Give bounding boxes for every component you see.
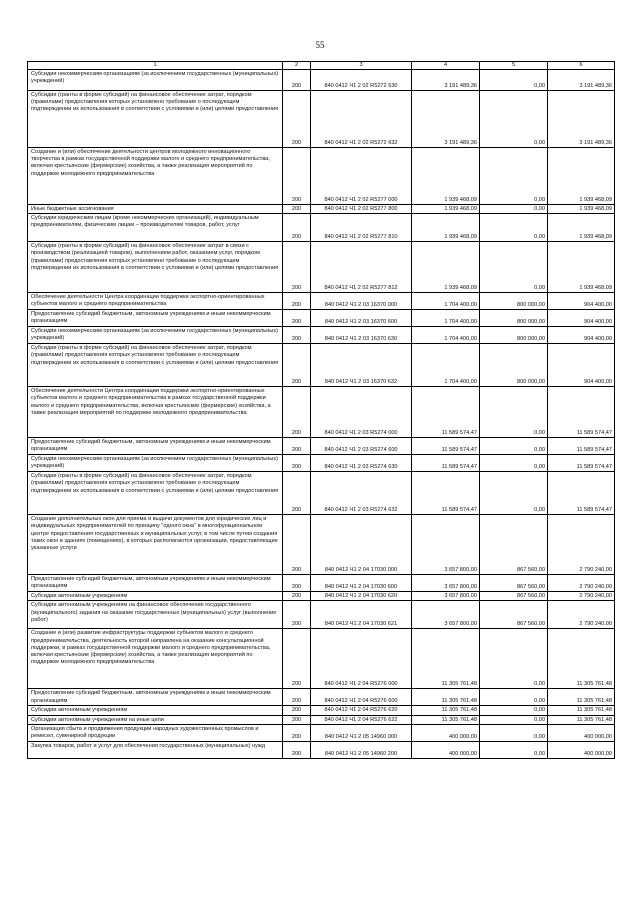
row-code: 200 <box>283 575 311 592</box>
row-code: 200 <box>283 515 311 575</box>
row-code: 200 <box>283 327 311 344</box>
row-value-change: 0,00 <box>480 214 548 242</box>
row-code: 200 <box>283 689 311 706</box>
table-header-row <box>28 62 615 70</box>
column-header: 1 <box>28 62 283 70</box>
row-value-result: 11 305 761,48 <box>548 715 615 724</box>
row-kbk: 840 0412 Ч1 2 02 R5277 810 <box>311 214 412 242</box>
row-name: Субсидии (гранты в форме субсидий) на финансовое обеспечение затрат, порядком (правилами) предоставления которых установлено требование о последующем подтверждении их использования в соответствии с условиями и (или) целями предоставления <box>28 91 283 148</box>
table-row <box>28 601 615 629</box>
table-row <box>28 724 615 741</box>
row-value-total: 11 305 761,48 <box>412 689 480 706</box>
row-value-total: 11 589 574,47 <box>412 472 480 515</box>
column-header: 3 <box>311 62 412 70</box>
row-value-change: 0,00 <box>480 70 548 91</box>
row-name: Субсидии некоммерческим организациям (за исключением государственных (муниципальных) учреждений) <box>28 70 283 91</box>
row-code: 200 <box>283 70 311 91</box>
row-value-change: 0,00 <box>480 629 548 689</box>
row-code: 200 <box>283 724 311 741</box>
table-row <box>28 715 615 724</box>
row-value-total: 1 939 468,09 <box>412 205 480 214</box>
row-kbk: 840 0412 Ч1 2 02 R5272 632 <box>311 91 412 148</box>
row-kbk: 840 0412 Ч1 2 04 17030 600 <box>311 575 412 592</box>
row-value-change: 800 000,00 <box>480 310 548 327</box>
row-name: Предоставление субсидий бюджетным, автономным учреждениям и иным некоммерческим организациям <box>28 438 283 455</box>
row-kbk: 840 0412 Ч1 2 05 14960 000 <box>311 724 412 741</box>
row-kbk: 840 0412 Ч1 2 02 R5277 000 <box>311 148 412 205</box>
row-code: 200 <box>283 91 311 148</box>
row-value-change: 0,00 <box>480 706 548 715</box>
row-value-result: 904 400,00 <box>548 327 615 344</box>
row-kbk: 840 0412 Ч1 2 03 16370 600 <box>311 310 412 327</box>
row-code: 200 <box>283 592 311 601</box>
row-kbk: 840 0412 Ч1 2 04 17030 621 <box>311 601 412 629</box>
row-kbk: 840 0412 Ч1 2 03 16370 632 <box>311 344 412 387</box>
row-name: Субсидии автономным учреждениям <box>28 706 283 715</box>
column-header: 2 <box>283 62 311 70</box>
row-kbk: 840 0412 Ч1 2 04 17030 620 <box>311 592 412 601</box>
table-row <box>28 91 615 148</box>
table-row <box>28 242 615 293</box>
row-value-result: 904 400,00 <box>548 310 615 327</box>
row-code: 200 <box>283 706 311 715</box>
row-name: Предоставление субсидий бюджетным, автономным учреждениям и иным некоммерческим организациям <box>28 575 283 592</box>
row-value-total: 1 704 400,00 <box>412 310 480 327</box>
row-kbk: 840 0412 Ч1 2 02 R5277 800 <box>311 205 412 214</box>
row-code: 200 <box>283 472 311 515</box>
row-name: Субсидии юридическим лицам (кроме некоммерческих организаций), индивидуальным предпринимателям, физическим лицам – производителям товаров, работ, услуг <box>28 214 283 242</box>
row-kbk: 840 0412 Ч1 2 03 R5274 600 <box>311 438 412 455</box>
column-header: 4 <box>412 62 480 70</box>
table-row <box>28 575 615 592</box>
table-row <box>28 689 615 706</box>
budget-table <box>27 61 615 759</box>
row-value-result: 1 939 468,09 <box>548 214 615 242</box>
row-name: Субсидии некоммерческим организациям (за исключением государственных (муниципальных) учреждений) <box>28 455 283 472</box>
row-value-total: 11 589 574,47 <box>412 387 480 438</box>
row-value-total: 3 657 800,00 <box>412 575 480 592</box>
row-kbk: 840 0412 Ч1 2 02 R5277 812 <box>311 242 412 293</box>
row-code: 200 <box>283 601 311 629</box>
row-value-total: 11 589 574,47 <box>412 455 480 472</box>
column-header: 6 <box>548 62 615 70</box>
table-row <box>28 293 615 310</box>
table-row <box>28 327 615 344</box>
row-code: 200 <box>283 242 311 293</box>
row-code: 200 <box>283 293 311 310</box>
row-name: Субсидии (гранты в форме субсидий) на финансовое обеспечение затрат, порядком (правилами) предоставления которых установлено требование о последующем подтверждении их использования в соответствии с условиями и (или) целями предоставления <box>28 472 283 515</box>
row-name: Обеспечение деятельности Центра координации поддержки экспортно-ориентированных субъектов малого и среднего предпринимательства в рамках государственной поддержки малого и среднего предпринимательства, включая крестьянские (фермерские) хозяйства, а также реализация мероприятий по поддержке молодежного предпринимательства <box>28 387 283 438</box>
row-value-change: 0,00 <box>480 91 548 148</box>
row-value-total: 1 704 400,00 <box>412 293 480 310</box>
row-name: Создание и (или) развитие инфраструктуры поддержки субъектов малого и среднего предпринимательства, деятельность которой направлена на оказание консультационной поддержки, в рамках государственной поддержки малого и среднего предпринимательства, включая крестьянские (фермерские) хозяйства, а также реализация мероприятий по поддержке молодежного предпринимательства <box>28 629 283 689</box>
row-value-total: 3 191 489,36 <box>412 91 480 148</box>
row-name: Субсидии автономным учреждениям на финансовое обеспечение государственного (муниципального) задания на оказание государственных (муниципальных) услуг (выполнение работ) <box>28 601 283 629</box>
row-name: Создание дополнительных окон для приема и выдачи документов для юридических лиц и индивидуальных предпринимателей по принципу "одного окна" в многофункциональном центре предоставления государственных и муниципальных услуг, в том числе путем создания таких окон в зданиях (помещениях), в которых располагаются организации, предоставляющие указанные услуги <box>28 515 283 575</box>
table-row <box>28 706 615 715</box>
row-value-result: 11 305 761,48 <box>548 689 615 706</box>
row-code: 200 <box>283 387 311 438</box>
row-name: Субсидии (гранты в форме субсидий) на финансовое обеспечение затрат, порядком (правилами) предоставления которых установлено требование о последующем подтверждении их использования в соответствии с условиями и (или) целями предоставления <box>28 344 283 387</box>
row-value-change: 0,00 <box>480 741 548 758</box>
row-value-change: 0,00 <box>480 148 548 205</box>
row-value-total: 11 589 574,47 <box>412 438 480 455</box>
row-value-total: 1 939 468,09 <box>412 242 480 293</box>
row-value-result: 11 589 574,47 <box>548 387 615 438</box>
row-value-total: 400 000,00 <box>412 724 480 741</box>
row-name: Обеспечение деятельности Центра координации поддержки экспортно-ориентированных субъектов малого и среднего предпринимательства <box>28 293 283 310</box>
row-value-change: 867 560,00 <box>480 592 548 601</box>
row-value-result: 11 305 761,48 <box>548 629 615 689</box>
row-code: 200 <box>283 438 311 455</box>
row-value-result: 904 400,00 <box>548 293 615 310</box>
page-number: 55 <box>315 40 325 50</box>
table-row <box>28 629 615 689</box>
table-row <box>28 515 615 575</box>
row-kbk: 840 0412 Ч1 2 03 R5274 632 <box>311 472 412 515</box>
row-code: 200 <box>283 344 311 387</box>
row-kbk: 840 0412 Ч1 2 04 R5276 620 <box>311 706 412 715</box>
row-value-result: 1 939 468,09 <box>548 148 615 205</box>
row-value-result: 2 790 240,00 <box>548 575 615 592</box>
row-code: 200 <box>283 310 311 327</box>
row-kbk: 840 0412 Ч1 2 04 R5276 622 <box>311 715 412 724</box>
row-value-result: 11 305 761,48 <box>548 706 615 715</box>
row-value-result: 904 400,00 <box>548 344 615 387</box>
table-row <box>28 438 615 455</box>
row-value-total: 11 305 761,48 <box>412 706 480 715</box>
row-kbk: 840 0412 Ч1 2 03 16370 630 <box>311 327 412 344</box>
row-kbk: 840 0412 Ч1 2 04 17030 000 <box>311 515 412 575</box>
table-row <box>28 387 615 438</box>
row-value-result: 3 191 489,36 <box>548 91 615 148</box>
row-value-total: 1 704 400,00 <box>412 344 480 387</box>
row-value-total: 3 657 800,00 <box>412 601 480 629</box>
row-value-change: 800 000,00 <box>480 293 548 310</box>
row-name: Субсидии автономным учреждениям <box>28 592 283 601</box>
row-code: 200 <box>283 715 311 724</box>
row-code: 200 <box>283 148 311 205</box>
row-value-result: 400 000,00 <box>548 741 615 758</box>
row-value-result: 2 790 240,00 <box>548 515 615 575</box>
row-value-result: 11 589 574,47 <box>548 438 615 455</box>
table-row <box>28 214 615 242</box>
row-kbk: 840 0412 Ч1 2 05 14960 200 <box>311 741 412 758</box>
row-value-total: 3 657 800,00 <box>412 515 480 575</box>
row-value-result: 2 790 240,00 <box>548 601 615 629</box>
table-row <box>28 592 615 601</box>
row-value-result: 1 939 468,09 <box>548 205 615 214</box>
row-value-result: 11 589 574,47 <box>548 455 615 472</box>
row-value-total: 400 000,00 <box>412 741 480 758</box>
row-name: Создание и (или) обеспечение деятельности центров молодежного инновационного творчества в рамках государственной поддержки малого и среднего предпринимательства, включая крестьянские (фермерские) хозяйства, а также реализация мероприятий по поддержке молодежного предпринимательства <box>28 148 283 205</box>
row-name: Предоставление субсидий бюджетным, автономным учреждениям и иным некоммерческим организациям <box>28 689 283 706</box>
row-value-change: 0,00 <box>480 455 548 472</box>
row-value-result: 3 191 489,36 <box>548 70 615 91</box>
row-code: 200 <box>283 455 311 472</box>
row-kbk: 840 0412 Ч1 2 03 R5274 000 <box>311 387 412 438</box>
row-code: 200 <box>283 214 311 242</box>
table-row <box>28 148 615 205</box>
row-value-change: 0,00 <box>480 715 548 724</box>
table-row <box>28 455 615 472</box>
row-kbk: 840 0412 Ч1 2 03 16370 000 <box>311 293 412 310</box>
table-row <box>28 741 615 758</box>
row-name: Субсидии (гранты в форме субсидий) на финансовое обеспечение затрат в связи с производством (реализацией товаров), выполнением работ, оказанием услуг, порядком (правилами) предоставления которых установлено требование о последующем подтверждении их использования в соответствии с условиями и (или) целями предоставления <box>28 242 283 293</box>
row-value-change: 867 560,00 <box>480 515 548 575</box>
row-value-change: 0,00 <box>480 472 548 515</box>
column-header: 5 <box>480 62 548 70</box>
row-kbk: 840 0412 Ч1 2 02 R5272 630 <box>311 70 412 91</box>
row-name: Закупка товаров, работ и услуг для обеспечения государственных (муниципальных) нужд <box>28 741 283 758</box>
row-value-total: 1 939 468,09 <box>412 148 480 205</box>
row-kbk: 840 0412 Ч1 2 04 R5276 000 <box>311 629 412 689</box>
row-value-result: 2 790 240,00 <box>548 592 615 601</box>
row-name: Иные бюджетные ассигнования <box>28 205 283 214</box>
row-value-total: 3 191 489,36 <box>412 70 480 91</box>
row-value-change: 0,00 <box>480 724 548 741</box>
row-value-change: 867 560,00 <box>480 575 548 592</box>
row-code: 200 <box>283 741 311 758</box>
row-value-change: 0,00 <box>480 438 548 455</box>
row-value-result: 1 939 468,09 <box>548 242 615 293</box>
row-value-total: 3 657 800,00 <box>412 592 480 601</box>
table-row <box>28 205 615 214</box>
table-row <box>28 70 615 91</box>
row-value-total: 11 305 761,48 <box>412 629 480 689</box>
row-value-result: 400 000,00 <box>548 724 615 741</box>
row-kbk: 840 0412 Ч1 2 03 R5274 630 <box>311 455 412 472</box>
row-kbk: 840 0412 Ч1 2 04 R5276 600 <box>311 689 412 706</box>
table-row <box>28 310 615 327</box>
row-value-change: 0,00 <box>480 387 548 438</box>
row-code: 200 <box>283 205 311 214</box>
row-name: Предоставление субсидий бюджетным, автономным учреждениям и иным некоммерческим организациям <box>28 310 283 327</box>
row-value-change: 0,00 <box>480 689 548 706</box>
row-value-total: 11 305 761,48 <box>412 715 480 724</box>
row-code: 200 <box>283 629 311 689</box>
row-name: Организация сбыта и продвижения продукции народных художественных промыслов и ремесел, сувенирной продукции <box>28 724 283 741</box>
table-row <box>28 472 615 515</box>
row-value-change: 800 000,00 <box>480 327 548 344</box>
row-value-change: 0,00 <box>480 205 548 214</box>
row-value-total: 1 704 400,00 <box>412 327 480 344</box>
row-name: Субсидии автономным учреждениям на иные цели <box>28 715 283 724</box>
row-value-change: 867 560,00 <box>480 601 548 629</box>
row-value-change: 0,00 <box>480 242 548 293</box>
table-row <box>28 344 615 387</box>
row-value-change: 800 000,00 <box>480 344 548 387</box>
row-value-result: 11 589 574,47 <box>548 472 615 515</box>
row-value-total: 1 939 468,09 <box>412 214 480 242</box>
row-name: Субсидии некоммерческим организациям (за исключением государственных (муниципальных) учреждений) <box>28 327 283 344</box>
